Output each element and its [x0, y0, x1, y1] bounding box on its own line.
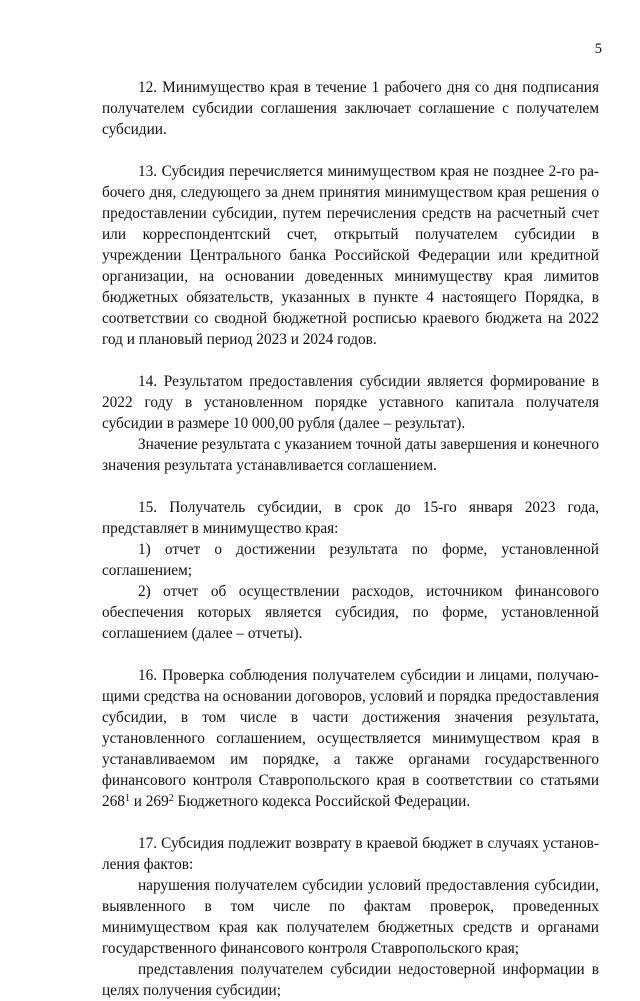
superscript-2: 2 — [168, 793, 174, 804]
paragraph-16-text-mid: и 269 — [129, 793, 169, 810]
paragraph-12: 12. Минимущество края в течение 1 рабочего дня со дня подписания получателем субсидии соглашения заключает соглашение с получателем субсидии. — [102, 79, 599, 138]
document-body — [102, 77, 599, 1001]
paragraph-14-result-value: Значение результата с указанием точной даты завершения и конечного значения результата устанавливается соглашением. — [102, 436, 599, 474]
paragraph-14: 14. Результатом предоставления субсидии является формирование в 2022 году в установленном порядке уставного капитала получателя субсидии в размере 10 000,00 рубля (далее – результат). — [102, 373, 599, 432]
page-number: 5 — [594, 41, 602, 57]
paragraph-15: 15. Получатель субсидии, в срок до 15-го января 2023 года, представляет в минимущество края: — [102, 499, 599, 537]
paragraph-16-text-end: Бюджетного кодекса Российской Федерации. — [173, 793, 471, 810]
paragraph-13: 13. Субсидия перечисляется минимуществом края не позднее 2-го рабочего дня, следующего за днем принятия минимуществом края решения о предоставлении субсидии, путем перечисления средств на расчетный счет или корреспондентский счет, открытый получателем субсидии в учреждении Центрального банка Российской Федерации или кредитной организации, на основании доведенных минимуществу края лимитов бюджетных обязательств, указанных в пункте 4 настоящего Порядка, в соответствии со сводной бюджетной росписью краевого бюджета на 2022 год и плановый период 2023 и 2024 годов. — [102, 163, 599, 348]
paragraph-17: 17. Субсидия подлежит возврату в краевой бюджет в случаях установления фактов: — [102, 835, 599, 873]
paragraph-15-item-1: 1) отчет о достижении результата по форме, установленной соглашением; — [102, 541, 599, 579]
superscript-1: 1 — [124, 793, 130, 804]
paragraph-17-item-b: представления получателем субсидии недостоверной информации в целях получения субсидии; — [102, 961, 599, 999]
paragraph-17-item-a: нарушения получателем субсидии условий предоставления субсидии, выявленного в том числе по фактам проверок, проведенных минимуществом края как получателем бюджетных средств и органами государственного финансового контроля Ставропольского края; — [102, 877, 599, 957]
paragraph-15-item-2: 2) отчет об осуществлении расходов, источником финансового обеспечения которых является субсидия, по форме, установленной соглашением (далее – отчеты). — [102, 583, 599, 642]
paragraph-16 — [102, 665, 599, 812]
paragraph-16-text-start: 16. Проверка соблюдения получателем субсидии и лицами, получающими средства на основании договоров, условий и порядка предоставления субсидии, в том числе в части достижения значения результата, установленного соглашением, осуществляется минимуществом края в устанавливаемом им порядке, а также органами государственного финансового контроля Ставропольского края в соответствии со статьями 268 — [102, 667, 599, 810]
